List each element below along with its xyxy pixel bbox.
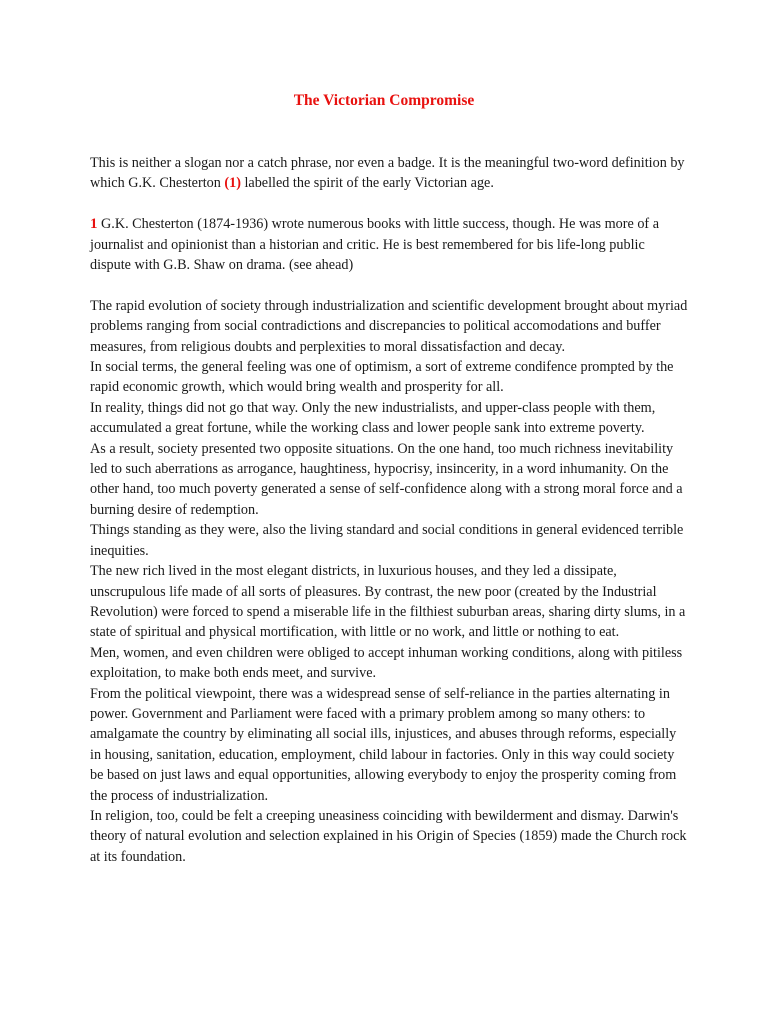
body-paragraph: In religion, too, could be felt a creeping uneasiness coinciding with bewilderment and dismay. Darwin's theory of natural evolution and selection explained in his Origin of Species (1859) made the Church rock at its foundation. <box>90 807 687 865</box>
intro-text-after: labelled the spirit of the early Victorian age. <box>240 175 494 192</box>
body-paragraph: Men, women, and even children were obliged to accept inhuman working conditions, along with pitiless exploitation, to make both ends meet, and survive. <box>90 644 683 682</box>
paragraph-gap <box>90 194 688 214</box>
document-body <box>90 153 688 867</box>
body-paragraph: The rapid evolution of society through industrialization and scientific development brought about myriad problems ranging from social contradictions and discrepancies to political accomodations and buffer measures, from religious doubts and perplexities to moral dissatisfaction and decay. <box>90 297 688 355</box>
paragraph-gap <box>90 275 688 295</box>
body-paragraph: In reality, things did not go that way. Only the new industrialists, and upper-class people with them, accumulated a great fortune, while the working class and lower people sank into extreme poverty. <box>90 399 656 437</box>
body-paragraph: In social terms, the general feeling was one of optimism, a sort of extreme condifence prompted by the rapid economic growth, which would bring wealth and prosperity for all. <box>90 359 674 396</box>
body-paragraph: Things standing as they were, also the living standard and social conditions in general evidenced terrible inequities. <box>90 522 684 559</box>
body-paragraph: The new rich lived in the most elegant districts, in luxurious houses, and they led a dissipate, unscrupulous life made of all sorts of pleasures. By contrast, the new poor (created by the Industrial Revolution) were forced to spend a miserable life in the filthiest suburban areas, sharing dirty slums, in a state of spiritual and physical mortification, with little or no work, and little or nothing to eat. <box>90 563 686 641</box>
intro-text-before: This is neither a slogan nor a catch phrase, nor even a badge. It is the meaningful two-word definition by which G.K. Chesterton <box>90 155 685 192</box>
footnote-text: G.K. Chesterton (1874-1936) wrote numerous books with little success, though. He was more of a journalist and opinionist than a historian and critic. He is best remembered for bis life-long public dispute with G.B. Shaw on drama. (see ahead) <box>90 216 659 274</box>
footnote-number: 1 <box>90 216 98 233</box>
footnote-reference: (1) <box>224 175 241 192</box>
footnote-paragraph <box>90 214 688 275</box>
intro-paragraph <box>90 153 688 194</box>
body-paragraph: As a result, society presented two opposite situations. On the one hand, too much richness inevitability led to such aberrations as arrogance, haughtiness, hypocrisy, insincerity, in a word inhumanity. On the other hand, too much poverty generated a sense of self-confidence along with a strong moral force and a burning desire of redemption. <box>90 440 683 518</box>
body-paragraph: From the political viewpoint, there was a widespread sense of self-reliance in the parties alternating in power. Government and Parliament were faced with a primary problem among so many others: to amalgamate the country by eliminating all social ills, injustices, and abuses through reforms, especially in housing, sanitation, education, employment, child labour in factories. Only in this way could society be based on just laws and equal opportunities, allowing everybody to enjoy the prosperity coming from the process of industrialization. <box>90 685 677 804</box>
document-title: The Victorian Compromise <box>293 92 475 109</box>
